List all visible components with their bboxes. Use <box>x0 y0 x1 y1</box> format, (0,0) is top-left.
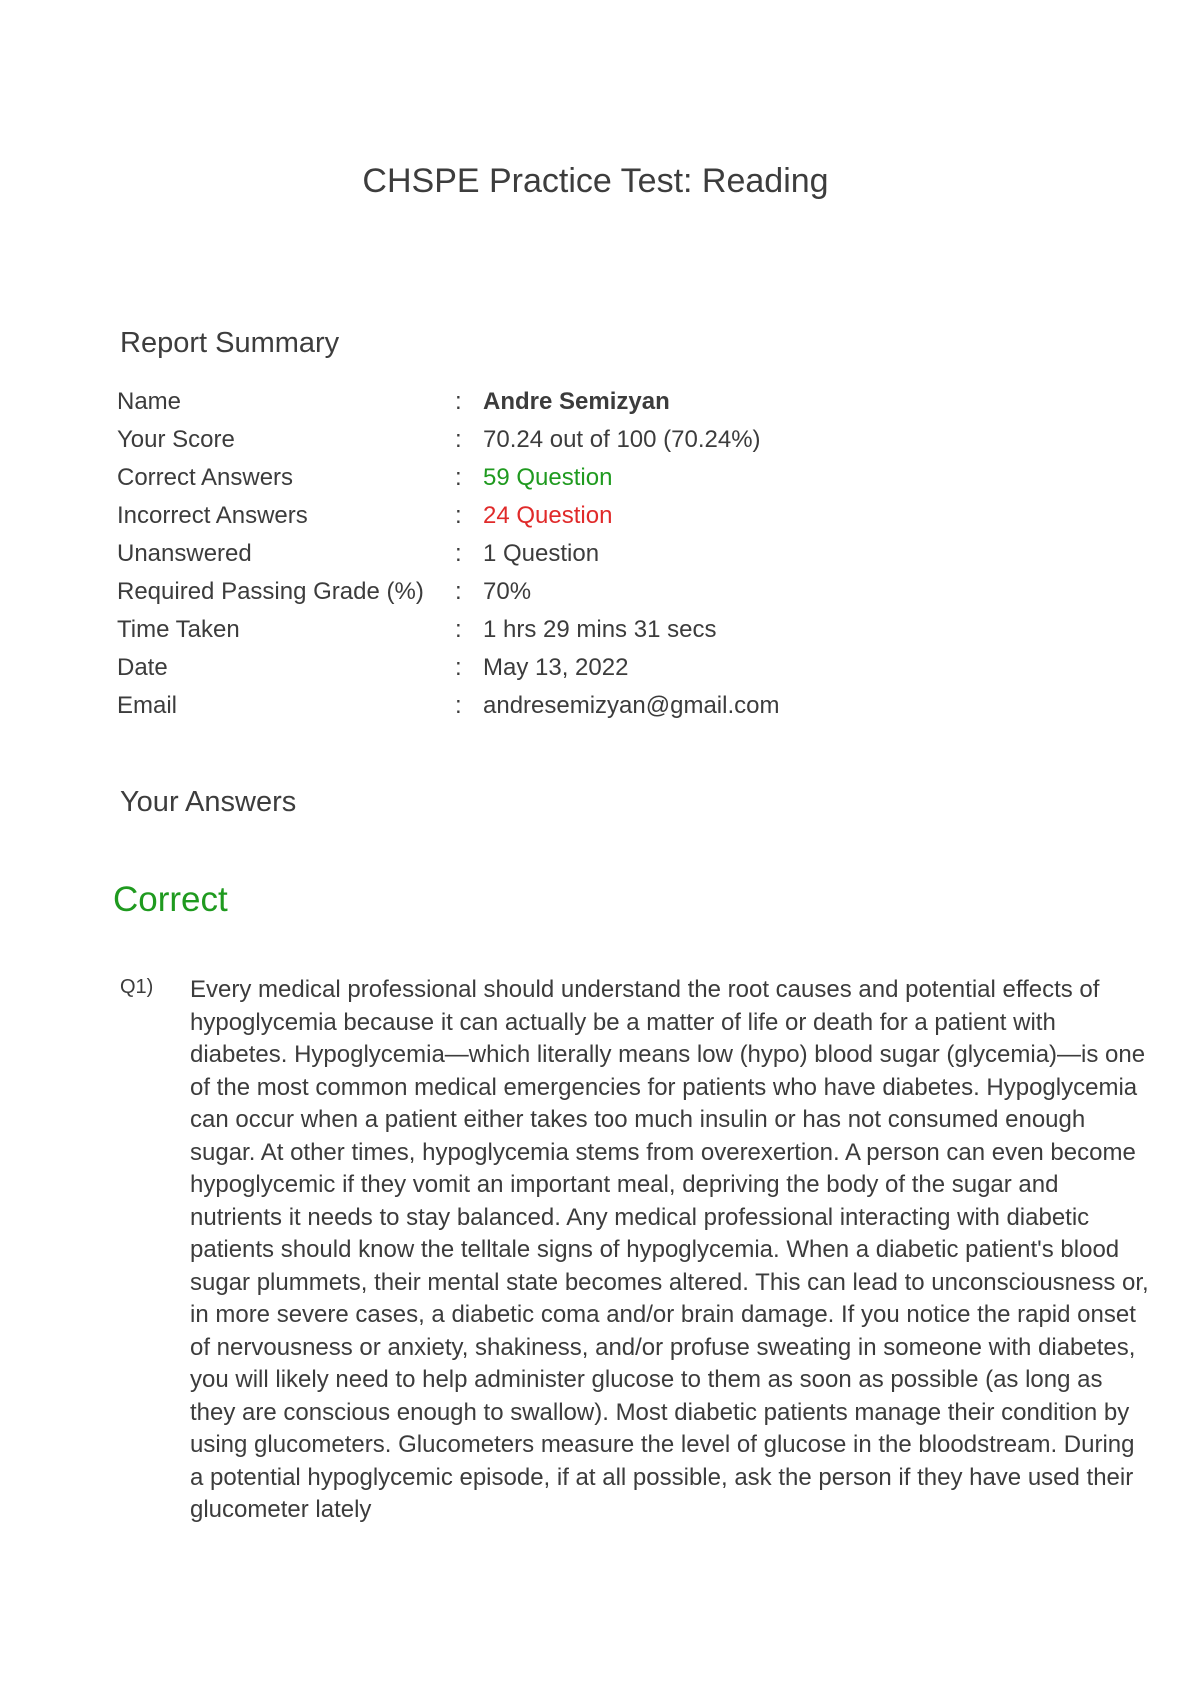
summary-value-score: 70.24 out of 100 (70.24%) <box>483 426 761 453</box>
summary-row-unanswered <box>117 535 1017 573</box>
report-summary-table <box>117 383 1017 725</box>
summary-row-date <box>117 649 1017 687</box>
summary-separator: : <box>455 502 462 529</box>
correct-section-heading: Correct <box>113 880 228 919</box>
summary-label: Time Taken <box>117 616 240 643</box>
summary-separator: : <box>455 654 462 681</box>
summary-value-date: May 13, 2022 <box>483 654 629 681</box>
summary-separator: : <box>455 692 462 719</box>
summary-value-time-taken: 1 hrs 29 mins 31 secs <box>483 616 717 643</box>
summary-row-email <box>117 687 1017 725</box>
summary-label: Date <box>117 654 168 681</box>
summary-row-score <box>117 421 1017 459</box>
summary-row-time-taken <box>117 611 1017 649</box>
summary-separator: : <box>455 464 462 491</box>
summary-label: Incorrect Answers <box>117 502 308 529</box>
report-summary-heading: Report Summary <box>120 327 340 359</box>
summary-row-name <box>117 383 1017 421</box>
summary-label: Correct Answers <box>117 464 294 491</box>
summary-value-correct-answers: 59 Question <box>483 464 613 491</box>
summary-label: Email <box>117 692 178 719</box>
summary-row-incorrect-answers <box>117 497 1017 535</box>
summary-separator: : <box>455 616 462 643</box>
question-passage-text: Every medical professional should understand the root causes and potential effects of hypoglycemia because it can actually be a matter of life or death for a patient with diabetes. Hypoglycemia—which literally means low (hypo) blood sugar (glycemia)—is one of the most common medical emergencies for patients who have diabetes. Hypoglycemia can occur when a patient either takes too much insulin or has not consumed enough sugar. At other times, hypoglycemia stems from overexertion. A person can even become hypoglycemic if they vomit an important meal, depriving the body of the sugar and nutrients it needs to stay balanced. Any medical professional interacting with diabetic patients should know the telltale signs of hypoglycemia. When a diabetic patient's blood sugar plummets, their mental state becomes altered. This can lead to unconsciousness or, in more severe cases, a diabetic coma and/or brain damage. If you notice the rapid onset of nervousness or anxiety, shakiness, and/or profuse sweating in someone with diabetes, you will likely need to help administer glucose to them as soon as possible (as long as they are conscious enough to swallow). Most diabetic patients manage their condition by using glucometers. Glucometers measure the level of glucose in the bloodstream. During a potential hypoglycemic episode, if at all possible, ask the person if they have used their glucometer lately <box>190 976 1149 1523</box>
summary-row-correct-answers <box>117 459 1017 497</box>
summary-label: Name <box>117 388 182 415</box>
summary-label: Your Score <box>117 426 235 453</box>
summary-value-incorrect-answers: 24 Question <box>483 502 613 529</box>
summary-separator: : <box>455 426 462 453</box>
summary-value-name: Andre Semizyan <box>483 388 670 415</box>
your-answers-heading: Your Answers <box>120 786 297 818</box>
question-number: Q1) <box>120 976 154 998</box>
summary-row-passing-grade <box>117 573 1017 611</box>
summary-separator: : <box>455 540 462 567</box>
summary-separator: : <box>455 578 462 605</box>
summary-separator: : <box>455 388 462 415</box>
summary-label: Unanswered <box>117 540 252 567</box>
summary-value-email: andresemizyan@gmail.com <box>483 692 780 719</box>
document-title: CHSPE Practice Test: Reading <box>362 162 829 200</box>
summary-value-passing-grade: 70% <box>483 578 532 605</box>
summary-label: Required Passing Grade (%) <box>117 578 424 605</box>
summary-value-unanswered: 1 Question <box>483 540 600 567</box>
